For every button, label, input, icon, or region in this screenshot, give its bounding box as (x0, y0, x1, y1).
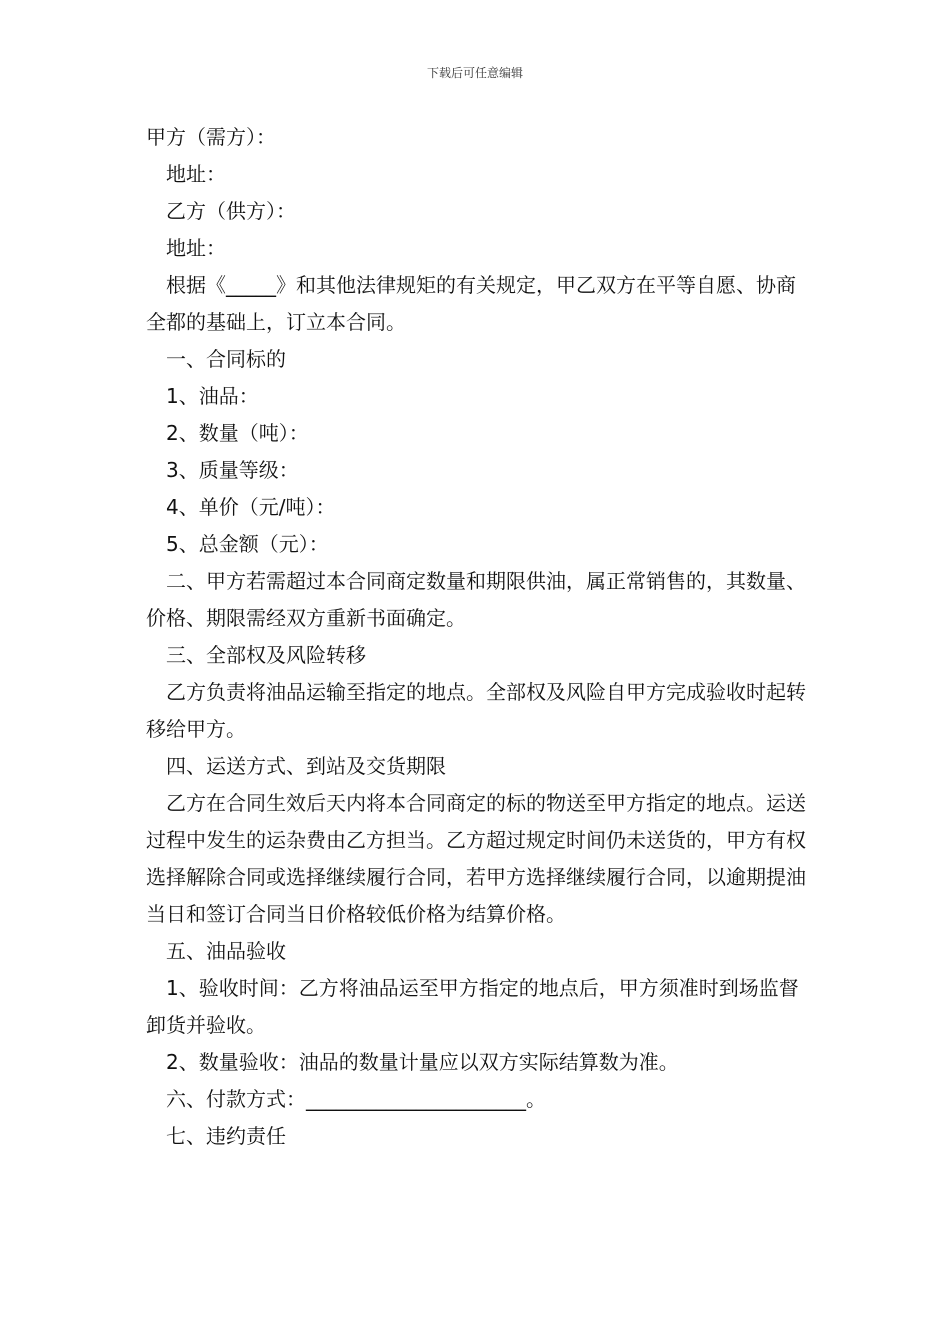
section-heading-liability: 七、违约责任 (166, 1124, 286, 1148)
section-payment-method: 六、付款方式：______________________。 (166, 1087, 546, 1111)
paragraph-party-b: 乙方（供方）： (166, 199, 296, 223)
item-quantity-acceptance: 2、数量验收：油品的数量计量应以双方实际结算数为准。 (166, 1050, 679, 1074)
section-extra-supply: 二、甲方若需超过本合同商定数量和期限供油，属正常销售的，其数量、价格、期限需经双方重新书面确定。 (146, 569, 806, 630)
section-heading-acceptance: 五、油品验收 (166, 939, 286, 963)
paragraph-preamble: 根据《_____》和其他法律规矩的有关规定，甲乙双方在平等自愿、协商全都的基础上，订立本合同。 (146, 273, 796, 334)
section-heading-delivery: 四、运送方式、到站及交货期限 (166, 754, 446, 778)
item-total-amount: 5、总金额（元）： (166, 532, 329, 556)
section-heading-ownership: 三、全部权及风险转移 (166, 643, 366, 667)
item-oil-product: 1、油品： (166, 384, 259, 408)
item-unit-price: 4、单价（元/吨）： (166, 495, 336, 519)
paragraph-party-a: 甲方（需方）： (146, 125, 276, 149)
section-heading-subject: 一、合同标的 (166, 347, 286, 371)
paragraph-ownership: 乙方负责将油品运输至指定的地点。全部权及风险自甲方完成验收时起转移给甲方。 (146, 680, 806, 741)
document-body (146, 119, 810, 1155)
item-quantity: 2、数量（吨）： (166, 421, 309, 445)
item-acceptance-time: 1、验收时间：乙方将油品运至甲方指定的地点后，甲方须准时到场监督卸货并验收。 (146, 976, 799, 1037)
page-header-note: 下载后可任意编辑 (426, 66, 523, 80)
paragraph-delivery: 乙方在合同生效后天内将本合同商定的标的物送至甲方指定的地点。运送过程中发生的运杂费由乙方担当。乙方超过规定时间仍未送货的，甲方有权选择解除合同或选择继续履行合同，若甲方选择继续履行合同，以逾期提油当日和签订合同当日价格较低价格为结算价格。 (146, 791, 806, 926)
item-quality-grade: 3、质量等级： (166, 458, 299, 482)
paragraph-address-a: 地址： (166, 162, 226, 186)
paragraph-address-b: 地址： (166, 236, 226, 260)
